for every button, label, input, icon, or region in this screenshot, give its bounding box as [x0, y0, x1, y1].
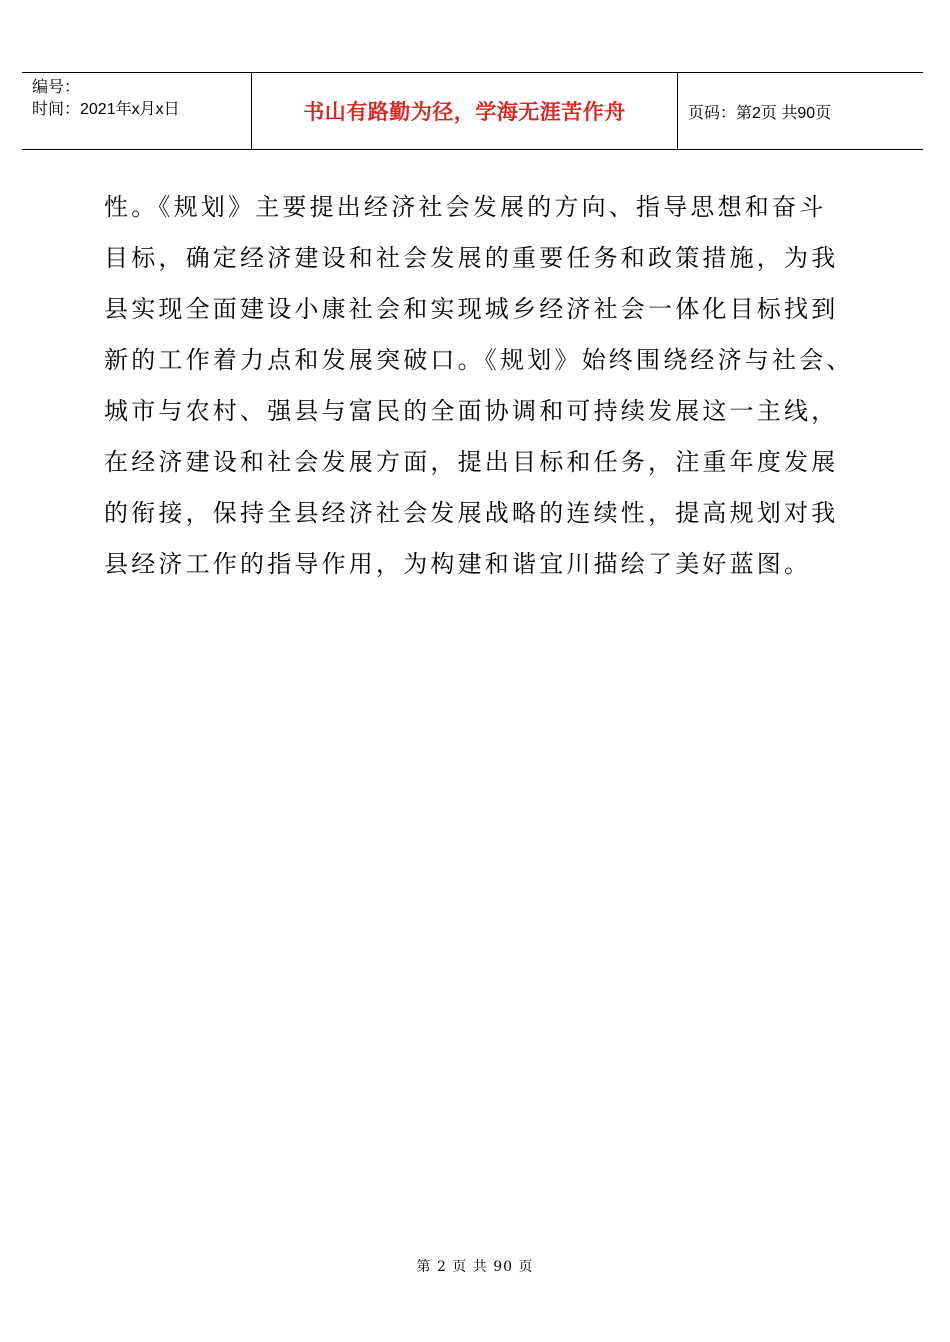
page-footer	[0, 1256, 950, 1276]
body-line: 目标，确定经济建设和社会发展的重要任务和政策措施，为我	[104, 244, 839, 272]
document-header	[22, 72, 923, 150]
body-line: 在经济建设和社会发展方面，提出目标和任务，注重年度发展	[104, 448, 839, 476]
document-time-label: 时间：2021年x月x日	[32, 101, 180, 118]
body-line: 性。《规划》主要提出经济社会发展的方向、指导思想和奋斗	[104, 193, 827, 221]
header-page-info: 页码：第2页 共90页	[688, 104, 832, 122]
body-line: 的衔接，保持全县经济社会发展战略的连续性，提高规划对我	[104, 499, 839, 527]
footer-page-number: 第 2 页 共 90 页	[416, 1259, 534, 1275]
body-line: 县经济工作的指导作用，为构建和谐宜川描绘了美好蓝图。	[104, 550, 812, 578]
header-meta-cell	[22, 73, 252, 149]
body-line: 县实现全面建设小康社会和实现城乡经济社会一体化目标找到	[104, 295, 839, 323]
body-paragraph	[104, 182, 864, 590]
header-page-cell	[678, 73, 923, 149]
body-line: 城市与农村、强县与富民的全面协调和可持续发展这一主线，	[104, 397, 839, 425]
body-line: 新的工作着力点和发展突破口。《规划》始终围绕经济与社会、	[104, 346, 854, 374]
header-motto: 书山有路勤为径，学海无涯苦作舟	[303, 100, 626, 124]
document-number-label: 编号：	[32, 79, 81, 96]
header-motto-cell	[252, 73, 678, 149]
